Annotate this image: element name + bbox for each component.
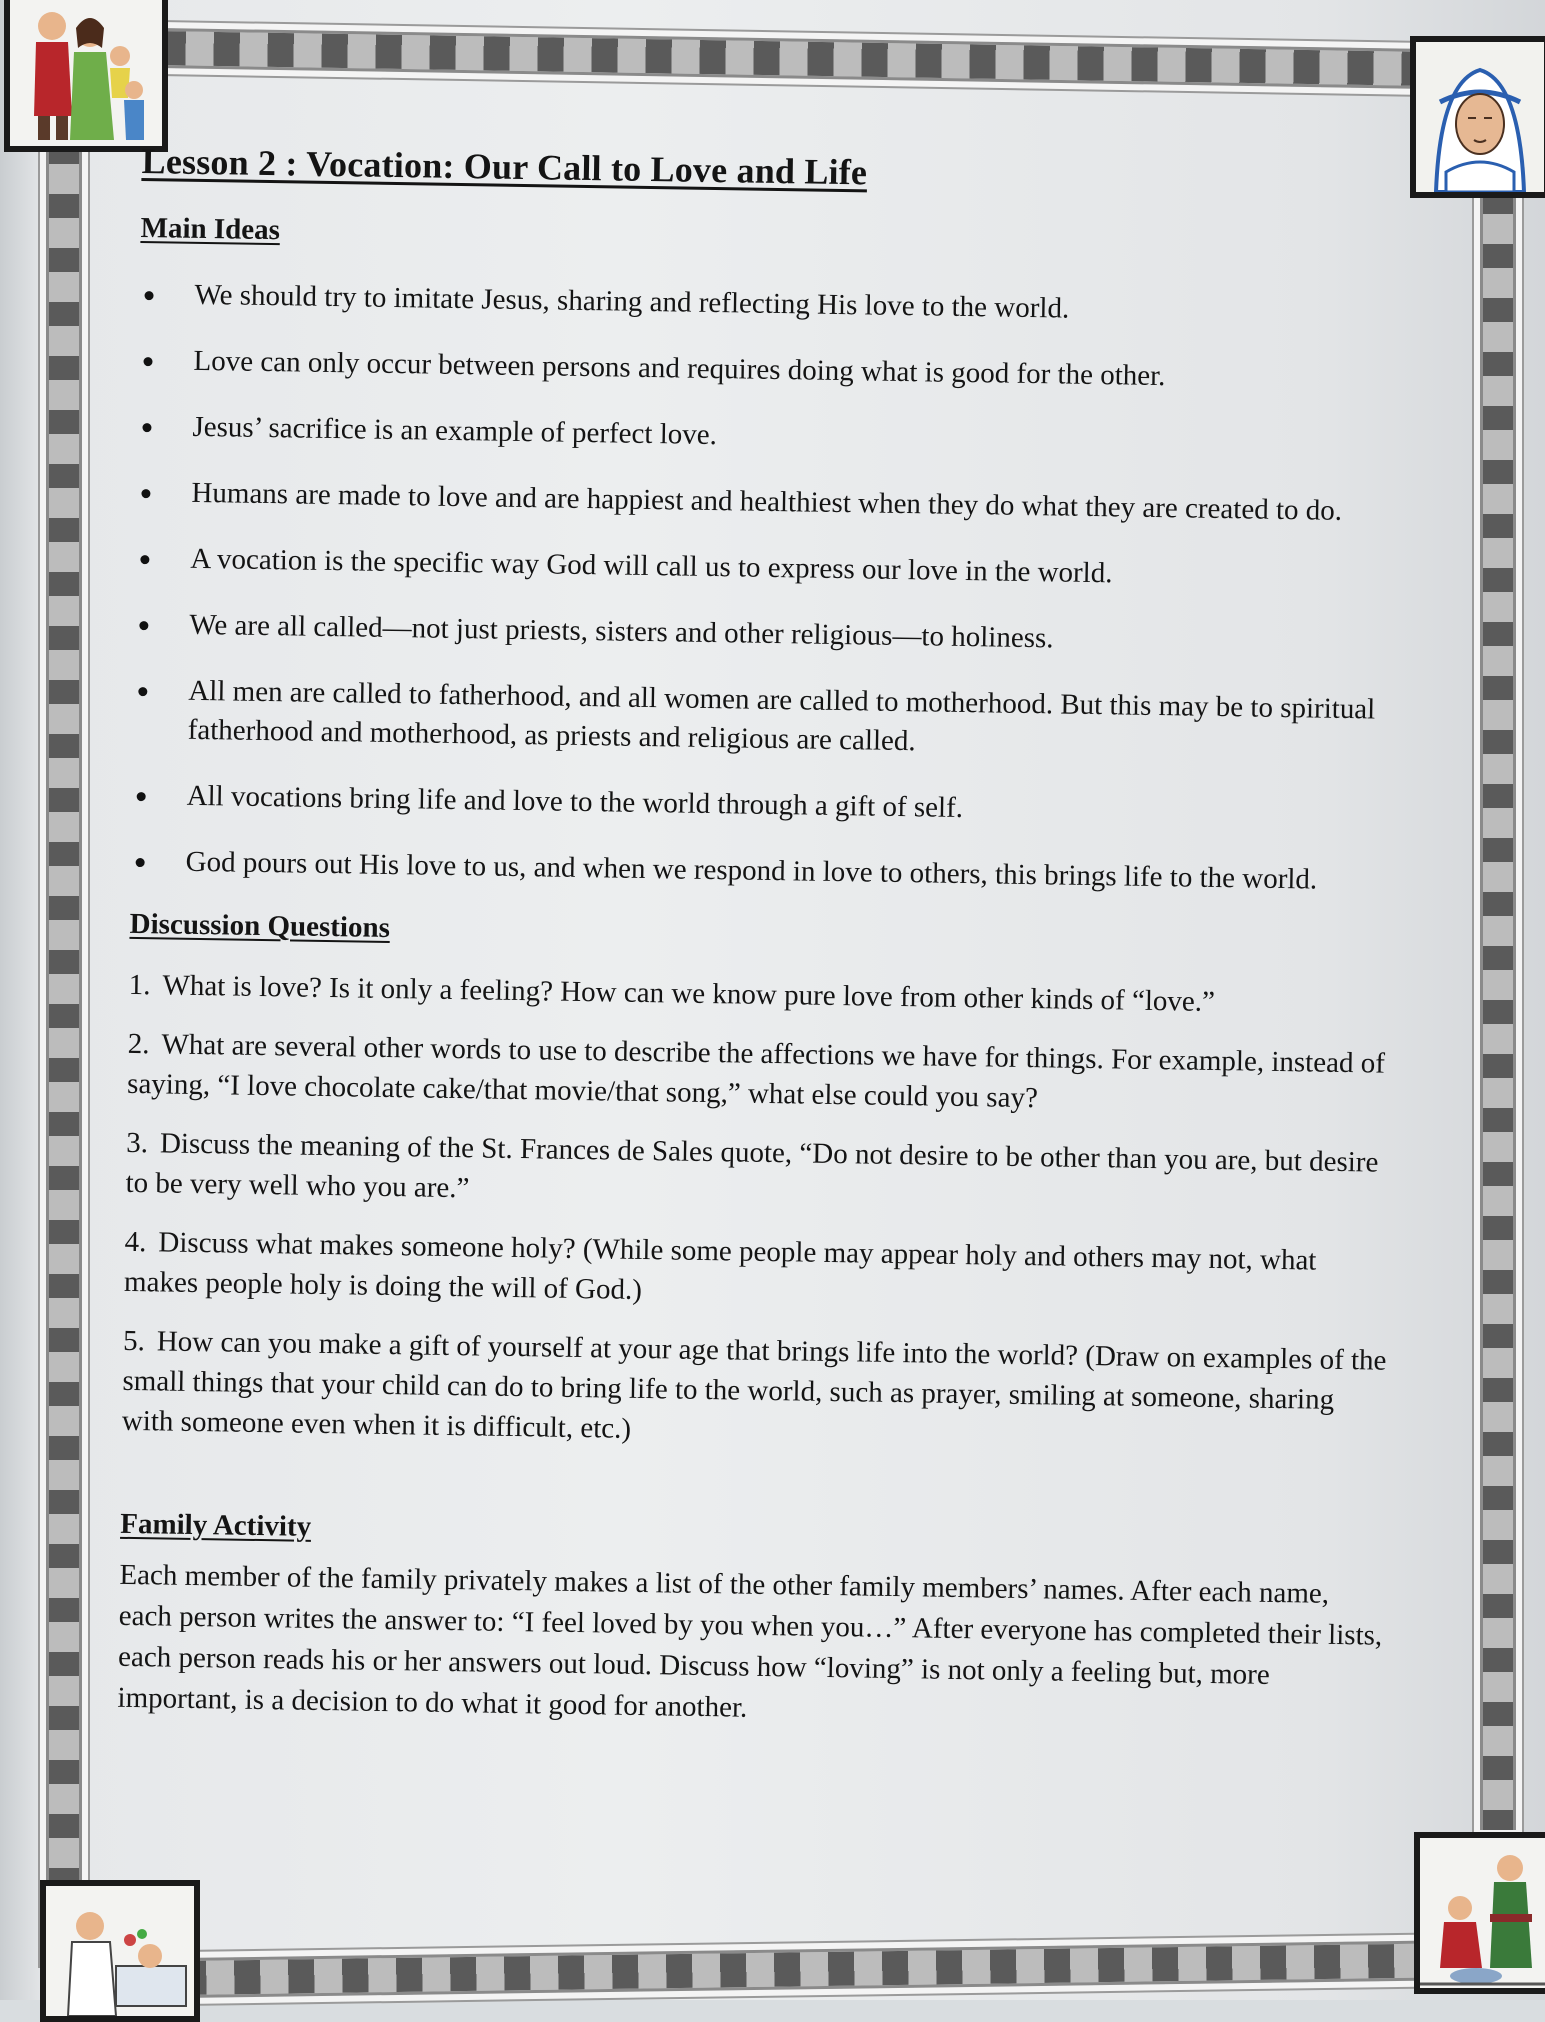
bullet-icon: [140, 555, 149, 564]
bullet-icon: [141, 489, 150, 498]
bullet-icon: [143, 357, 152, 366]
bullet-icon: [138, 687, 147, 696]
list-item: Love can only occur between persons and requires doing what is good for the other.: [138, 341, 1403, 400]
list-item: We should try to imitate Jesus, sharing and reflecting His love to the world.: [139, 275, 1404, 334]
question-item: 1. What is love? Is it only a feeling? How can we know pure love from other kinds of “love.”: [128, 968, 1216, 1018]
question-item: 4. Discuss what makes someone holy? (While some people may appear holy and others may not, what makes people holy is doing the will of God.): [123, 1225, 1317, 1306]
question-item: 5. How can you make a gift of yourself at your age that brings life into the world? (Draw on examples of the small things that your child can do to bring life to the world, such as prayer, smiling at someone, sharing with someone even when it is difficult, etc.): [121, 1324, 1387, 1445]
list-item: Humans are made to love and are happiest and healthiest when they do what they are created to do.: [136, 473, 1401, 532]
bullet-icon: [142, 423, 151, 432]
family-activity-text: Each member of the family privately makes a list of the other family members’ names. After each name, each person writes the answer to: “I feel loved by you when you…” After everyone has completed their lists, each person reads his or her answers out loud. Discuss how “loving” is not only a feeling but, more important, is a decision to do what it good for another.: [117, 1558, 1383, 1724]
bullet-icon: [139, 621, 148, 630]
list-item: A vocation is the specific way God will call us to express our love in the world.: [135, 539, 1400, 598]
foot-washing-clipart-icon: [1414, 1832, 1545, 1994]
question-item: 2. What are several other words to use to describe the affections we have for things. For example, instead of saying, “I love chocolate cake/that movie/that song,” what else could you say?: [126, 1027, 1386, 1115]
list-item: All men are called to fatherhood, and all women are called to motherhood. But this may be to spiritual fatherhood and motherhood, as priests and religious are called.: [132, 671, 1398, 769]
main-ideas-list: [130, 275, 1404, 901]
lesson-content: [114, 140, 1406, 1920]
list-item: All vocations bring life and love to the world through a gift of self.: [131, 776, 1396, 835]
border-top: [159, 28, 1414, 89]
doctor-clipart-icon: [40, 1880, 200, 2022]
nun-portrait-icon: [1410, 36, 1545, 198]
list-item: God pours out His love to us, and when we respond in love to others, this brings life to the world.: [130, 842, 1395, 901]
family-activity-heading: Family Activity: [120, 1507, 312, 1543]
lesson-title: Lesson 2 : Vocation: Our Call to Love and Life: [141, 140, 868, 193]
main-ideas-heading: Main Ideas: [140, 211, 281, 247]
list-item: We are all called—not just priests, sisters and other religious—to holiness.: [134, 605, 1399, 664]
family-clipart-icon: [4, 0, 168, 152]
discussion-heading: Discussion Questions: [129, 907, 391, 944]
bullet-icon: [136, 858, 145, 867]
border-bottom: [180, 1941, 1420, 1998]
bullet-icon: [144, 291, 153, 300]
bullet-icon: [137, 792, 146, 801]
list-item: Jesus’ sacrifice is an example of perfect love.: [137, 407, 1402, 466]
border-left: [46, 140, 82, 1960]
border-right: [1480, 190, 1516, 1830]
question-item: 3. Discuss the meaning of the St. Frances de Sales quote, “Do not desire to be other than you are, but desire to be very well who you are.”: [125, 1126, 1379, 1205]
